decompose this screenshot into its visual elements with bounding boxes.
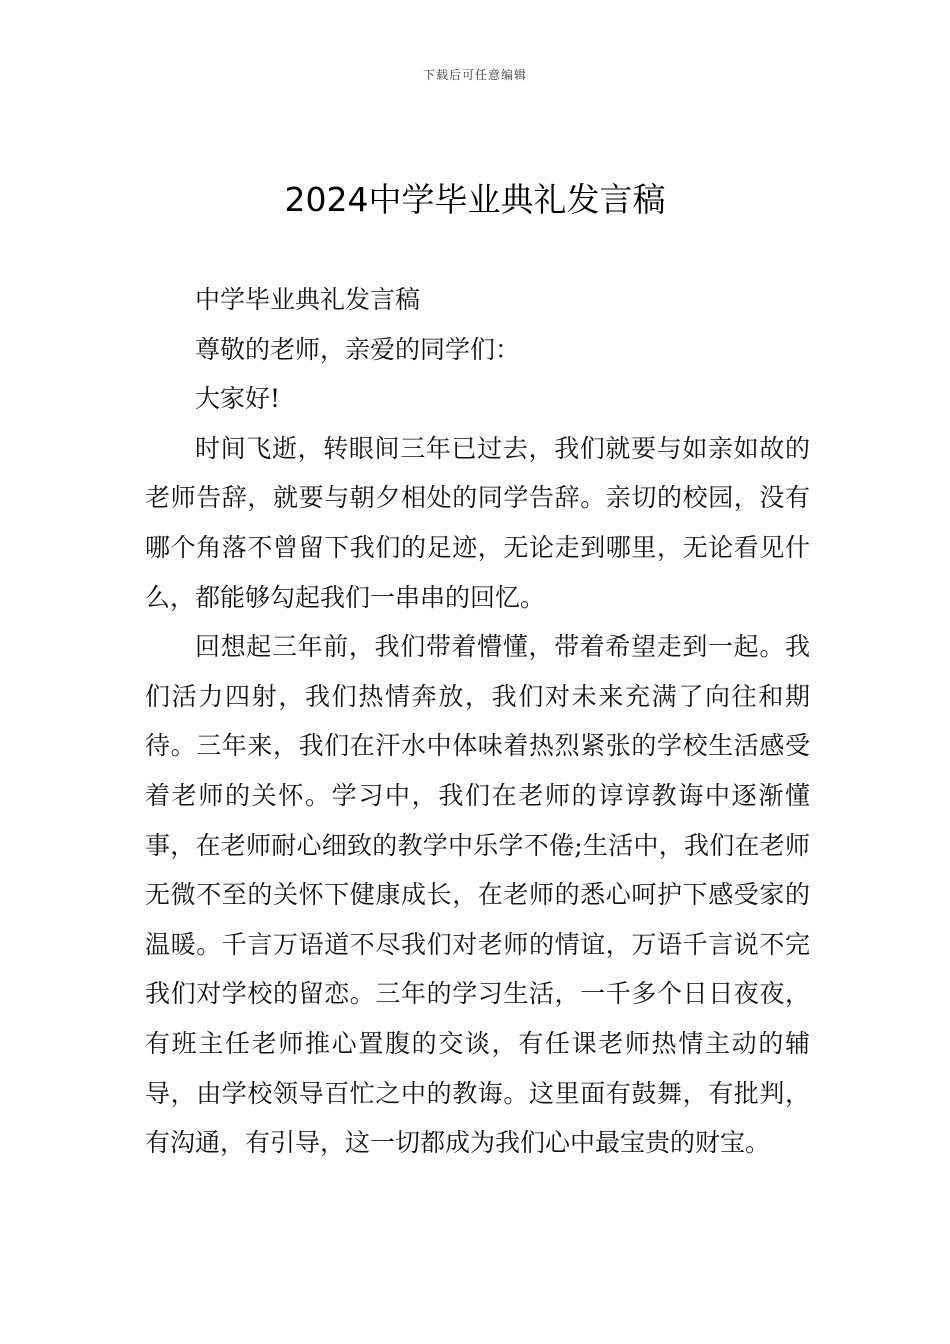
paragraph-salutation: 尊敬的老师，亲爱的同学们： [195,334,521,364]
document-body [145,275,810,1168]
document-title: 2024中学毕业典礼发言稿 [284,180,666,219]
paragraph-body-2: 回想起三年前，我们带着懵懂，带着希望走到一起。我们活力四射，我们热情奔放，我们对未来充满了向往和期待。三年来，我们在汗水中体味着热烈紧张的学校生活感受着老师的关怀。学习中，我们在老师的谆谆教诲中逐渐懂事，在老师耐心细致的教学中乐学不倦;生活中，我们在老师无微不至的关怀下健康成长，在老师的悉心呵护下感受家的温暖。千言万语道不尽我们对老师的情谊，万语千言说不完我们对学校的留恋。三年的学习生活，一千多个日日夜夜，有班主任老师推心置腹的交谈，有任课老师热情主动的辅导，由学校领导百忙之中的教诲。这里面有鼓舞，有批判，有沟通，有引导，这一切都成为我们心中最宝贵的财宝。 [145,632,810,1158]
paragraph-body-1: 时间飞逝，转眼间三年已过去，我们就要与如亲如故的老师告辞，就要与朝夕相处的同学告辞。亲切的校园，没有哪个角落不曾留下我们的足迹，无论走到哪里，无论看见什么，都能够勾起我们一串串的回忆。 [145,433,810,612]
header-note: 下载后可任意编辑 [422,68,527,82]
paragraph-greeting: 大家好! [195,384,281,414]
paragraph-heading: 中学毕业典礼发言稿 [195,285,421,314]
